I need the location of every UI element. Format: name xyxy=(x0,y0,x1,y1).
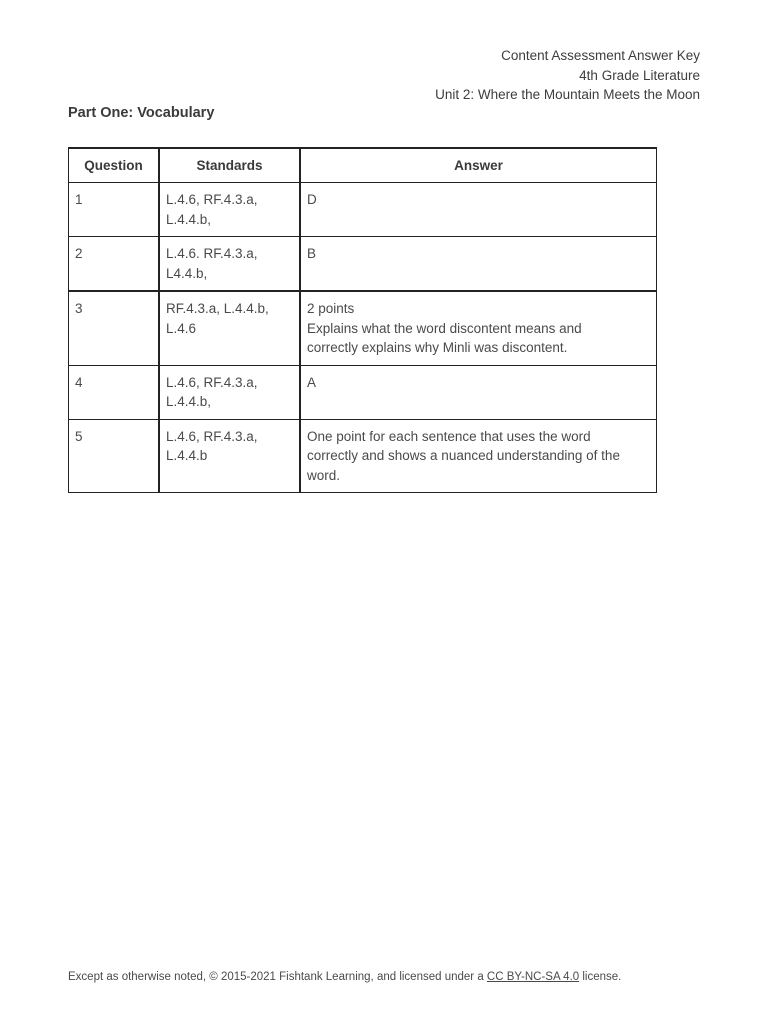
table-row xyxy=(69,291,657,365)
table-header-row xyxy=(69,148,657,183)
header-grade: 4th Grade Literature xyxy=(579,67,700,83)
standards-cell xyxy=(159,237,300,292)
question-number: 2 xyxy=(75,246,83,261)
footer-suffix: license. xyxy=(579,971,622,983)
standards-line: L.4.6. RF.4.3.a, xyxy=(166,246,258,261)
answer-line: 2 points xyxy=(307,301,355,316)
column-header-answer: Answer xyxy=(300,148,657,183)
answer-line: A xyxy=(307,374,317,390)
question-number: 1 xyxy=(75,192,83,207)
answer-line: correctly and shows a nuanced understanding of the xyxy=(307,448,620,463)
standards-line: L.4.4.b xyxy=(166,448,208,463)
section-title: Part One: Vocabulary xyxy=(68,105,215,121)
standards-line: L.4.4.b, xyxy=(166,211,212,227)
answer-cell xyxy=(300,237,657,292)
answer-line: B xyxy=(307,246,317,261)
column-header-standards: Standards xyxy=(159,148,300,183)
table-row xyxy=(69,183,657,237)
question-number: 3 xyxy=(75,301,83,316)
header-title: Content Assessment Answer Key xyxy=(501,48,700,63)
table-row xyxy=(69,365,657,419)
standards-cell xyxy=(159,183,300,237)
answer-cell xyxy=(300,183,657,237)
question-number: 5 xyxy=(75,428,83,444)
license-link[interactable]: CC BY-NC-SA 4.0 xyxy=(486,971,580,983)
answer-cell xyxy=(300,365,657,419)
standards-line: L4.4.b, xyxy=(166,265,208,281)
license-footer xyxy=(68,971,621,983)
table-row xyxy=(69,419,657,493)
header-unit: Unit 2: Where the Mountain Meets the Moon xyxy=(435,87,700,102)
question-cell xyxy=(69,365,160,419)
question-cell xyxy=(69,291,160,365)
document-header xyxy=(435,46,700,105)
answer-line: D xyxy=(307,192,317,207)
answer-line: word. xyxy=(307,467,341,483)
table-row xyxy=(69,237,657,292)
answer-line: Explains what the word discontent means and xyxy=(307,320,582,336)
answer-line: correctly explains why Minli was discontent. xyxy=(307,340,568,355)
standards-line: L.4.6, RF.4.3.a, xyxy=(166,428,258,444)
question-cell xyxy=(69,419,160,493)
answer-cell xyxy=(300,419,657,493)
standards-line: L.4.4.b, xyxy=(166,394,212,409)
question-cell xyxy=(69,183,160,237)
answer-key-table xyxy=(68,147,657,493)
standards-line: L.4.6 xyxy=(166,320,197,336)
footer-text: Except as otherwise noted, © 2015-2021 Fishtank Learning, and licensed under a xyxy=(68,971,487,983)
standards-line: L.4.6, RF.4.3.a, xyxy=(166,192,258,207)
answer-line: One point for each sentence that uses the word xyxy=(307,428,591,444)
standards-cell xyxy=(159,291,300,365)
question-number: 4 xyxy=(75,374,83,390)
question-cell xyxy=(69,237,160,292)
standards-line: RF.4.3.a, L.4.4.b, xyxy=(166,301,269,316)
answer-cell xyxy=(300,291,657,365)
column-header-question: Question xyxy=(69,148,160,183)
standards-line: L.4.6, RF.4.3.a, xyxy=(166,374,258,390)
standards-cell xyxy=(159,365,300,419)
standards-cell xyxy=(159,419,300,493)
